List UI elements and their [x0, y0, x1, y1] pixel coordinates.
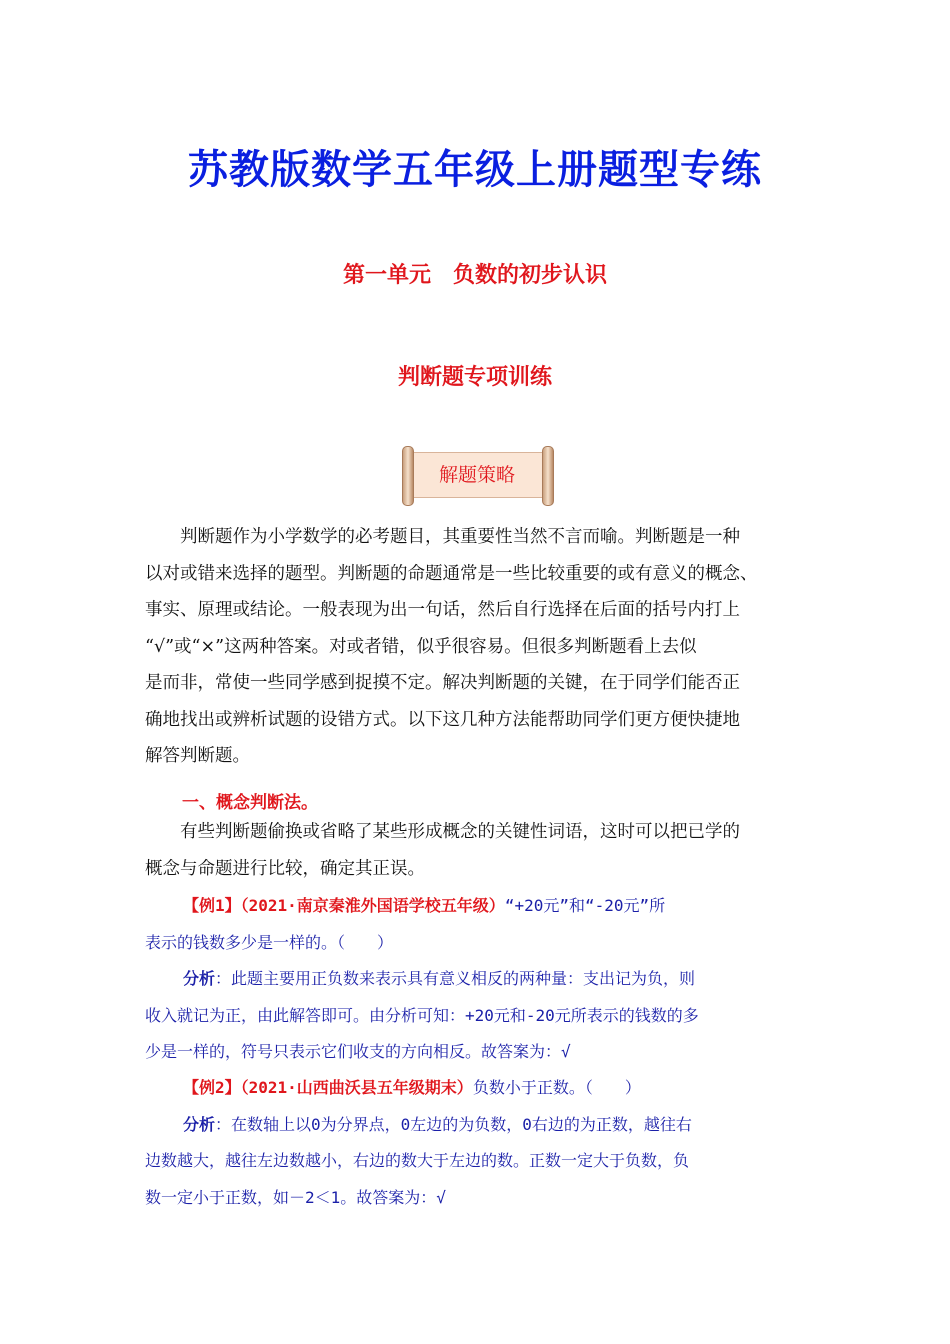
- intro-line: 解答判断题。: [145, 746, 250, 766]
- document-title: 苏教版数学五年级上册题型专练: [188, 147, 762, 193]
- example1-analysis-line: 少是一样的，符号只表示它们收支的方向相反。故答案为：√: [145, 1042, 571, 1061]
- method1-line: 有些判断题偷换或省略了某些形成概念的关键性词语，这时可以把已学的: [180, 822, 740, 842]
- example1-analysis: [145, 961, 810, 998]
- intro-line: 事实、原理或结论。一般表现为出一句话，然后自行选择在后面的括号内打上: [145, 600, 740, 620]
- example2-analysis-label: 分析: [183, 1114, 216, 1134]
- example1-question-text: “+20元”和“-20元”所: [504, 896, 666, 915]
- example1-analysis-label: 分析: [183, 969, 216, 988]
- section-subtitle: 判断题专项训练: [397, 365, 552, 390]
- example1-analysis-line: 收入就记为正，由此解答即可。由分析可知：+20元和-20元所表示的钱数的多: [145, 1005, 699, 1025]
- example2-block: [145, 1070, 810, 1216]
- example1-question: [145, 888, 810, 925]
- unit-title: 第一单元 负数的初步认识: [342, 263, 607, 288]
- example2-tag: 【例2】（2021·山西曲沃县五年级期末）: [183, 1078, 473, 1097]
- example1-question-line2: 表示的钱数多少是一样的。（ ）: [145, 932, 394, 952]
- strategy-scroll-badge: [396, 444, 558, 508]
- example2-analysis-text: ：在数轴上以0为分界点，0左边的为负数，0右边的为正数，越往右: [215, 1114, 692, 1134]
- method1-paragraph: [145, 814, 805, 887]
- intro-line: 以对或错来选择的题型。判断题的命题通常是一些比较重要的或有意义的概念、: [145, 563, 758, 584]
- method1-line: 概念与命题进行比较，确定其正误。: [145, 858, 425, 879]
- strategy-label: 解题策略: [438, 464, 515, 486]
- example1-tag: 【例1】（2021·南京秦淮外国语学校五年级）: [183, 896, 505, 915]
- intro-line: 确地找出或辨析试题的设错方式。以下这几种方法能帮助同学们更方便快捷地: [145, 709, 740, 730]
- example2-question: [145, 1070, 810, 1107]
- intro-line: “√”或“×”这两种答案。对或者错，似乎很容易。但很多判断题看上去似: [145, 636, 697, 657]
- example2-analysis: [145, 1107, 810, 1144]
- intro-line: 判断题作为小学数学的必考题目，其重要性当然不言而喻。判断题是一种: [180, 527, 740, 547]
- intro-paragraph: [145, 519, 805, 775]
- example2-question-text: 负数小于正数。（ ）: [472, 1078, 641, 1097]
- example2-analysis-line: 数一定小于正数，如－2＜1。故答案为：√: [145, 1187, 446, 1207]
- intro-line: 是而非，常使一些同学感到捉摸不定。解决判断题的关键，在于同学们能否正: [145, 673, 740, 693]
- method1-heading: 一、概念判断法。: [182, 793, 318, 813]
- example1-block: [145, 888, 810, 1071]
- example2-analysis-line: 边数越大，越往左边数越小，右边的数大于左边的数。正数一定大于负数，负: [145, 1151, 690, 1170]
- example1-analysis-text: ：此题主要用正负数来表示具有意义相反的两种量：支出记为负，则: [215, 969, 696, 988]
